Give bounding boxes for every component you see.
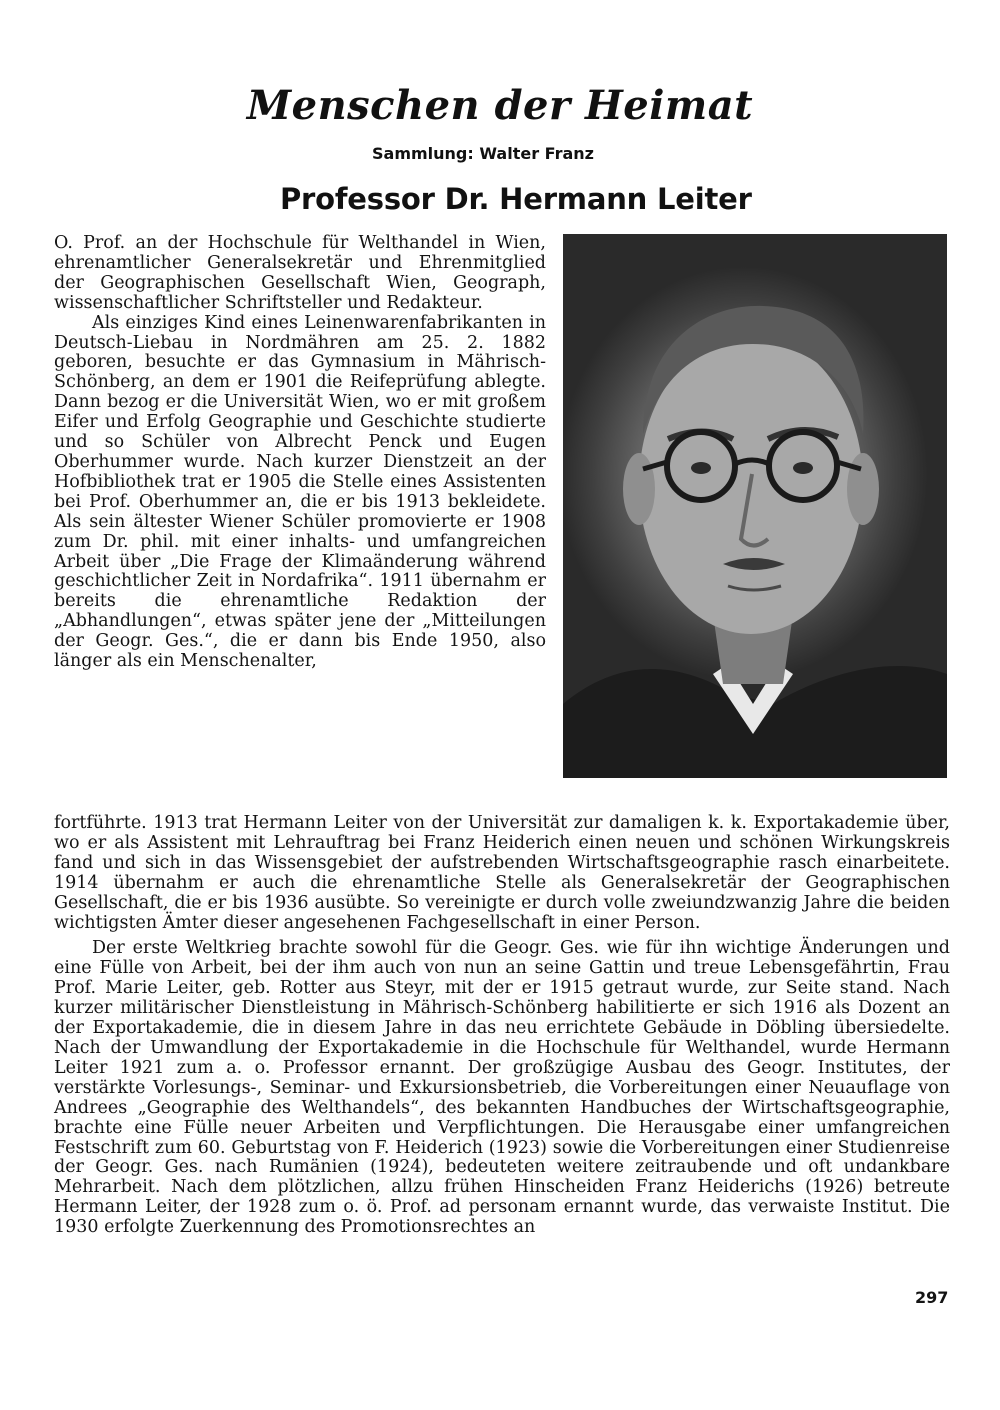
page-number: 297 [915, 1288, 949, 1307]
portrait-photo [563, 234, 947, 778]
series-title: Menschen der Heimat [246, 82, 754, 129]
article-column-text [54, 234, 546, 672]
intro-paragraph: O. Prof. an der Hochschule für Welthandel in Wien, ehrenamtlicher Generalsekretär und Ehrenmitglied der Geographischen Gesellschaft Wien, Geograph, wissenschaftlicher Schriftsteller und Redakteur. [54, 233, 546, 313]
portrait-illustration [563, 234, 947, 778]
paragraph-biography-continued: fortführte. 1913 trat Hermann Leiter von der Universität zur damaligen k. k. Exportakademie über, wo er als Assistent mit Lehrauftrag bei Franz Heiderich einen neuen und schönen Wirkungskreis fand und sich in das Wissensgebiet der aufstrebenden Wirtschaftsgeographie rasch einarbeitete. 1914 übernahm er auch die ehrenamtliche Stelle als Generalsekretär der Geographischen Gesellschaft, die er bis 1936 ausübte. So vereinigte er durch volle zweiundzwanzig Jahre die beiden wichtigsten Ämter dieser angesehenen Fachgesellschaft in einer Person. [54, 813, 950, 933]
article-full-width-text [54, 814, 950, 1238]
article-title: Professor Dr. Hermann Leiter [280, 182, 752, 216]
collection-credit: Sammlung: Walter Franz [372, 144, 594, 163]
paragraph-biography-column: Als einziges Kind eines Leinenwarenfabrikanten in Deutsch-Liebau in Nordmähren am 25. 2. 1882 geboren, besuchte er das Gymnasium in Mährisch-Schönberg, an dem er 1901 die Reifeprüfung ablegte. Dann bezog er die Universität Wien, wo er mit großem Eifer und Erfolg Geographie und Geschichte studierte und so Schüler von Albrecht Penck und Eugen Oberhummer wurde. Nach kurzer Dienstzeit an der Hofbibliothek trat er 1905 die Stelle eines Assistenten bei Prof. Oberhummer an, die er bis 1913 bekleidete. Als sein ältester Wiener Schüler promovierte er 1908 zum Dr. phil. mit einer inhalts- und umfangreichen Arbeit über „Die Frage der Klimaänderung während geschichtlicher Zeit in Nordafrika“. 1911 übernahm er bereits die ehrenamtliche Redaktion der „Abhandlungen“, etwas später jene der „Mitteilungen der Geogr. Ges.“, die er dann bis Ende 1950, also länger als ein Menschenalter, [54, 312, 546, 672]
paragraph-world-war: Der erste Weltkrieg brachte sowohl für die Geogr. Ges. wie für ihn wichtige Änderungen und eine Fülle von Arbeit, bei der ihm auch von nun an seine Gattin und treue Lebensgefährtin, Frau Prof. Marie Leiter, geb. Rotter aus Steyr, mit der er 1915 getraut wurde, zur Seite stand. Nach kurzer militärischer Dienstleistung in Mährisch-Schönberg habilitierte er sich 1916 als Dozent an der Exportakademie, die in diesem Jahre in das neu errichtete Gebäude in Döbling übersiedelte. Nach der Umwandlung der Exportakademie in die Hochschule für Welthandel, wurde Hermann Leiter 1921 zum a. o. Professor ernannt. Der großzügige Ausbau des Geogr. Institutes, der verstärkte Vorlesungs-, Seminar- und Exkursionsbetrieb, die Vorbereitungen einer Neuauflage von Andrees „Geographie des Welthandels“, des bekannten Handbuches der Wirtschaftsgeographie, brachte eine Fülle neuer Arbeiten und Verpflichtungen. Die Herausgabe einer umfangreichen Festschrift zum 60. Geburtstag von F. Heiderich (1923) sowie die Vorbereitungen einer Studienreise der Geogr. Ges. nach Rumänien (1924), bedeuteten weitere zeitraubende und oft undankbare Mehrarbeit. Nach dem plötzlichen, allzu frühen Hinscheiden Franz Heiderichs (1926) betreute Hermann Leiter, der 1928 zum o. ö. Prof. ad personam ernannt wurde, das verwaiste Institut. Die 1930 erfolgte Zuerkennung des Promotionsrechtes an [54, 938, 950, 1238]
